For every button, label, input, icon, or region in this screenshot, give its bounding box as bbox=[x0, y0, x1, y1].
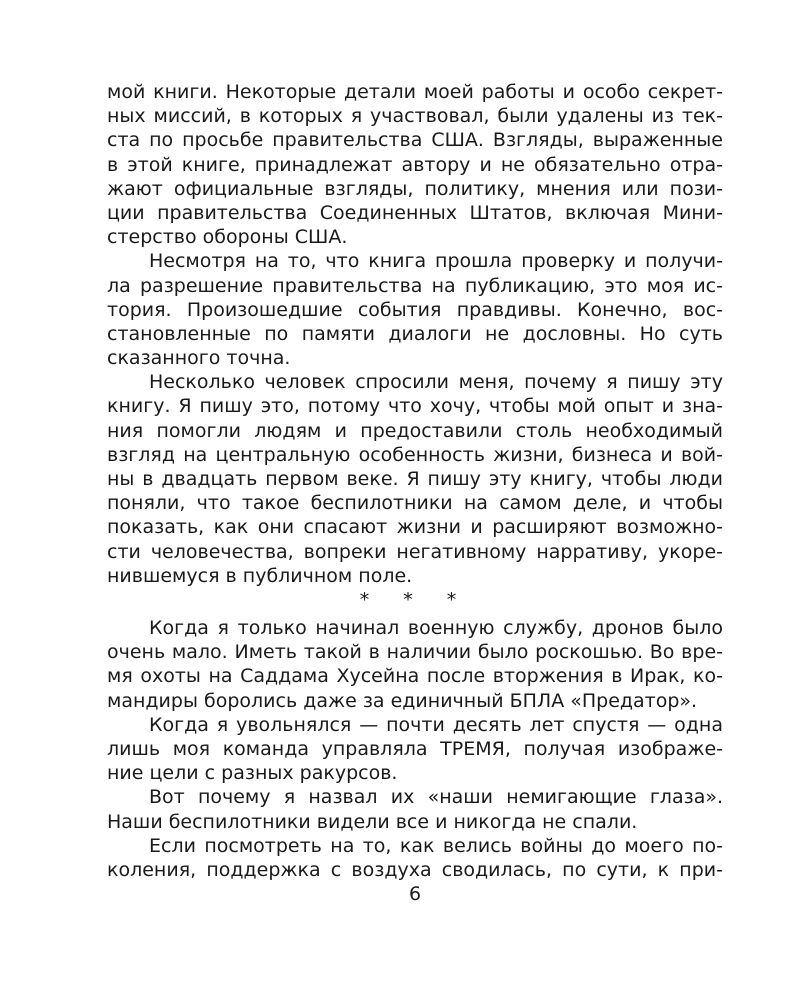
text-line: тория. Произошедшие события правдивы. Конечно, вос- bbox=[107, 298, 723, 321]
text-line: ных миссий, в которых я участвовал, были удалены из тек- bbox=[107, 105, 723, 128]
text-section-2 bbox=[107, 616, 723, 882]
text-line: ста по просьбе правительства США. Взгляды, выраженные bbox=[107, 129, 723, 152]
paragraph-start-line: Когда я только начинал военную службу, дронов было bbox=[149, 617, 723, 639]
paragraph-start-line: Несколько человек спросили меня, почему я пишу эту bbox=[149, 371, 723, 394]
paragraph-start-line: Несмотря на то, что книга прошла проверку и получи- bbox=[149, 250, 723, 273]
paragraph-start-line: Когда я увольнялся — почти десять лет спустя — одна bbox=[149, 713, 723, 736]
text-line: сказанного точна. bbox=[107, 347, 291, 370]
paragraph-start-line: Если посмотреть на то, как велись войны до моего по- bbox=[149, 834, 723, 857]
text-line: ции правительства Соединенных Штатов, включая Мини- bbox=[107, 201, 723, 224]
text-line: очень мало. Иметь такой в наличии было роскошью. Во вре- bbox=[107, 641, 723, 664]
text-line: показать, как они спасают жизни и расширяют возможно- bbox=[107, 516, 723, 539]
text-line: Наши беспилотники видели все и никогда не спали. bbox=[107, 810, 638, 833]
paragraph-start-line: Вот почему я назвал их «наши немигающие глаза». bbox=[149, 786, 723, 809]
text-line: в этой книге, принадлежат автору и не обязательно отра- bbox=[107, 153, 723, 176]
text-line: мой книги. Некоторые детали моей работы и особо секрет- bbox=[107, 81, 723, 103]
text-line: сти человечества, вопреки негативному нарративу, укоре- bbox=[107, 540, 723, 563]
text-line: мя охоты на Саддама Хусейна после вторжения в Ирак, ко- bbox=[107, 665, 723, 688]
text-line: книгу. Я пишу это, потому что хочу, чтобы мой опыт и зна- bbox=[107, 395, 723, 418]
text-line: нившемуся в публичном поле. bbox=[107, 564, 413, 587]
text-line: взгляд на центральную особенность жизни, бизнеса и вой- bbox=[107, 443, 723, 466]
text-line: мандиры боролись даже за единичный БПЛА «Предатор». bbox=[107, 689, 698, 712]
text-line: становленные по памяти диалоги не дословны. Но суть bbox=[107, 322, 723, 345]
text-section-1 bbox=[107, 80, 723, 588]
text-line: жают официальные взгляды, политику, мнения или пози- bbox=[107, 177, 723, 200]
text-line: ния помогли людям и предоставили столь необходимый bbox=[107, 419, 723, 442]
text-line: стерство обороны США. bbox=[107, 226, 348, 249]
text-line: ны в двадцать первом веке. Я пишу эту книгу, чтобы люди bbox=[107, 468, 723, 490]
section-separator: * * * bbox=[359, 589, 471, 611]
text-line: ла разрешение правительства на публикацию, это моя ис- bbox=[107, 274, 723, 297]
text-line: коления, поддержка с воздуха сводилась, по сути, к при- bbox=[107, 858, 723, 881]
page-number: 6 bbox=[408, 883, 422, 905]
text-line: ние цели с разных ракурсов. bbox=[107, 762, 398, 785]
text-line: поняли, что такое беспилотники на самом деле, и чтобы bbox=[107, 492, 723, 515]
text-line: лишь моя команда управляла ТРЕМЯ, получая изображе- bbox=[107, 737, 723, 760]
